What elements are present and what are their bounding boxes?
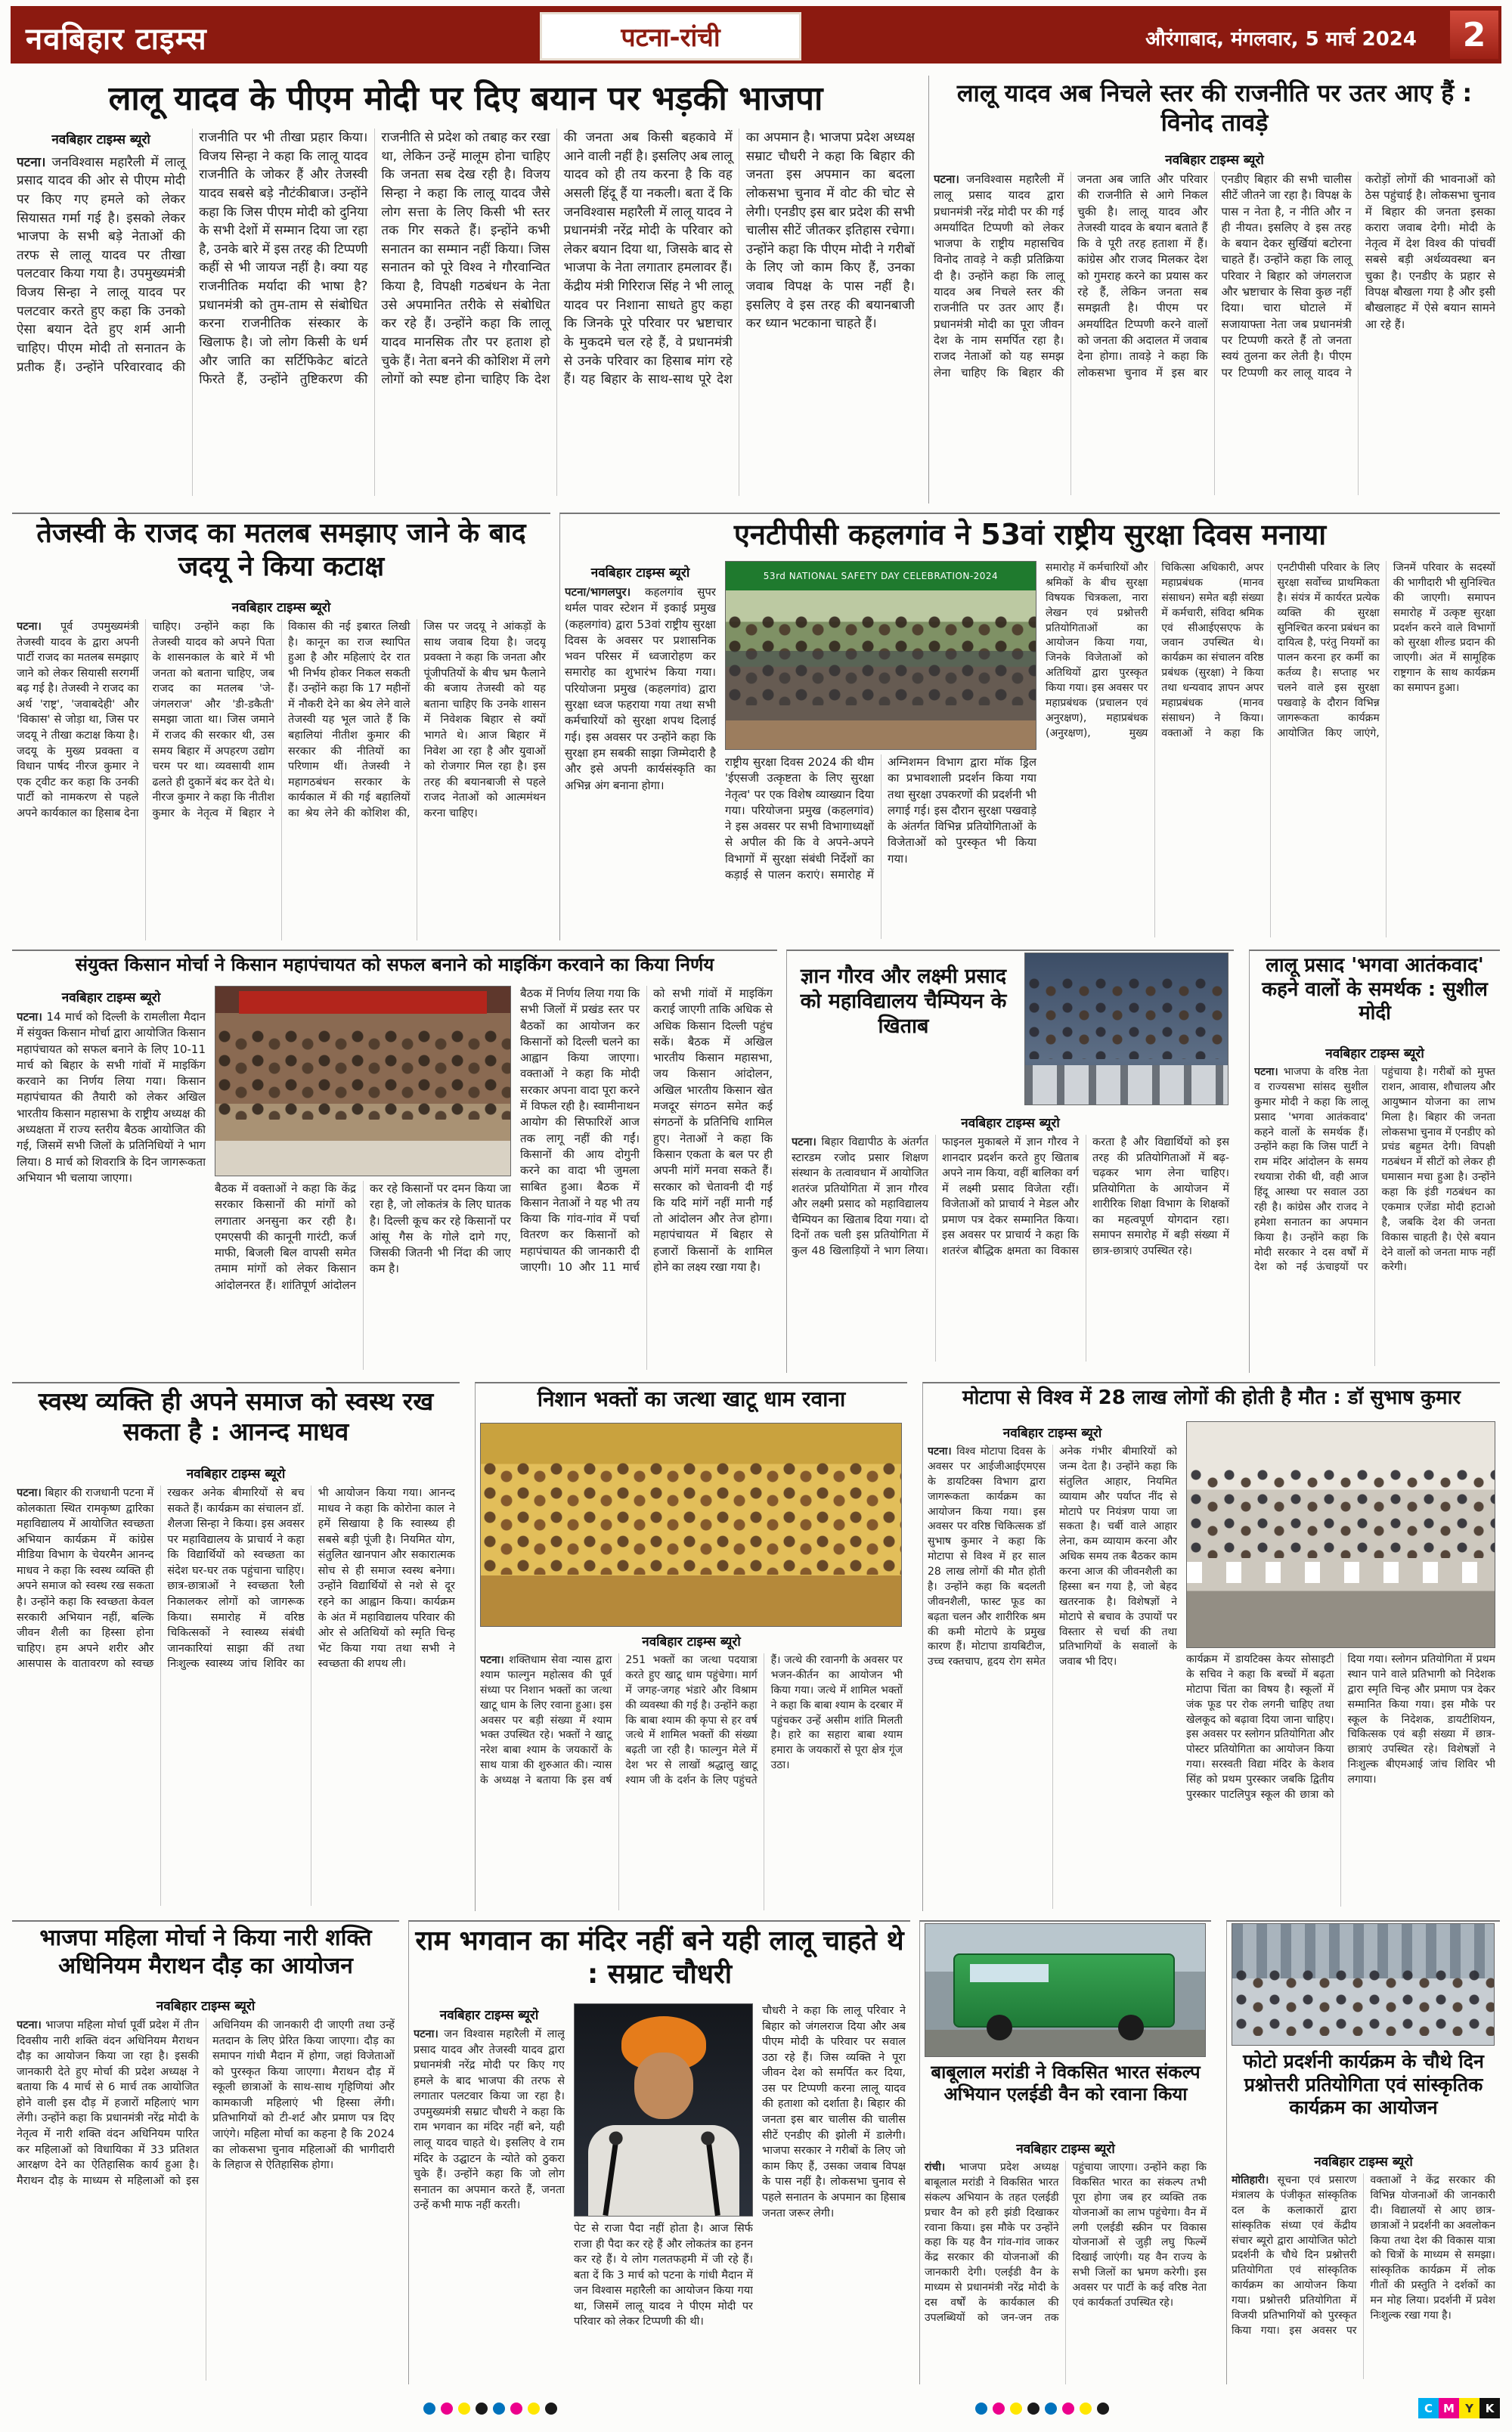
body-text: बिहार विद्यापीठ के अंतर्गत स्टारडम रजोद प्रसार शिक्षण संस्थान के तत्वावधान में आयोजित शतरंज प्रतियोगिता में ज्ञान गौरव और लक्ष्मी प्रसाद को महाविद्यालय चैम्पियन का खिताब दिया गया। दो दिनों तक चली इस प्रतियोगिता में कुल 48 खिलाड़ियों ने भाग लिया। फाइनल मुकाबले में ज्ञान गौरव ने शानदार प्रदर्शन करते हुए खिताब अपने नाम किया, वहीं बालिका वर्ग में लक्ष्मी प्रसाद विजेता रहीं। विजेताओं को प्राचार्य ने मेडल और प्रमाण पत्र देकर सम्मानित किया। इस अवसर पर प्राचार्य ने कहा कि शतरंज बौद्धिक क्षमता का विकास करता है और विद्यार्थियों को इस तरह की प्रतियोगिताओं में बढ़-चढ़कर भाग लेना चाहिए। प्रतियोगिता के आयोजन में शारीरिक शिक्षा विभाग के शिक्षकों का महत्वपूर्ण योगदान रहा। समापन समारोह में बड़ी संख्या में छात्र-छात्राएं उपस्थित रहे। xyxy=(792,1136,1229,1258)
headline-kisan: संयुक्त किसान मोर्चा ने किसान महापंचायत को सफल बनाने को माइकिंग करवाने का किया निर्णय xyxy=(75,954,714,975)
color-dot xyxy=(993,2403,1005,2415)
headline-jdu: तेजस्वी के राजद का मतलब समझाए जाने के बाद जदयू ने किया कटाक्ष xyxy=(36,518,526,582)
color-dot xyxy=(545,2403,557,2415)
color-dot xyxy=(423,2403,435,2415)
chess-competition-photo xyxy=(1024,953,1228,1105)
body-text: भाजपा के वरिष्ठ नेता व राज्यसभा सांसद सुशील कुमार मोदी ने कहा कि लालू प्रसाद 'भगवा आतंकवाद' कहने वालों के समर्थक हैं। उन्होंने कहा कि जिस पार्टी ने राम मंदिर आंदोलन के समय रथयात्रा रोकी थी, वही आज हिंदू आस्था पर सवाल उठा रही है। कांग्रेस और राजद ने हमेशा सनातन का अपमान किया है। उन्होंने कहा कि मोदी सरकार ने दस वर्षों में देश को नई ऊंचाइयों पर पहुंचाया है। गरीबों को मुफ्त राशन, आवास, शौचालय और आयुष्मान योजना का लाभ मिला है। बिहार की जनता लोकसभा चुनाव में एनडीए को प्रचंड बहुमत देगी। विपक्षी गठबंधन में सीटों को लेकर ही घमासान मचा हुआ है। उन्होंने कहा कि इंडी गठबंधन का एकमात्र एजेंडा मोदी हटाओ है, जबकि देश की जनता विकास चाहती है। ऐसे बयान देने वालों को जनता माफ नहीं करेगी। xyxy=(1254,1066,1495,1274)
safety-day-group-photo xyxy=(725,561,1036,750)
samrat-choudhary-photo xyxy=(574,2003,753,2217)
byline: नवबिहार टाइम्स ब्यूरो xyxy=(61,990,161,1005)
byline: नवबिहार टाइम्स ब्यूरो xyxy=(1314,2155,1413,2170)
byline: नवबिहार टाइम्स ब्यूरो xyxy=(961,1116,1060,1131)
byline: नवबिहार टाइम्स ब्यूरो xyxy=(1016,2142,1115,2157)
dateline: पटना। xyxy=(17,1010,42,1024)
kisan-meeting-photo xyxy=(215,986,511,1176)
headline-motapa: मोटापा से विश्व में 28 लाख लोगों की होती है मौत : डॉ सुभाष कुमार xyxy=(962,1386,1461,1409)
byline: नवबिहार टाइम्स ब्यूरो xyxy=(186,1467,286,1482)
dateline: पटना। xyxy=(928,1445,952,1458)
print-marks-footer xyxy=(0,2392,1512,2427)
color-dot xyxy=(493,2403,505,2415)
article-anand-madhav xyxy=(12,1382,460,1911)
masthead xyxy=(11,6,1501,64)
headline-samrat: राम भगवान का मंदिर नहीं बने यही लालू चाहते थे : सम्राट चौधरी xyxy=(415,1925,904,1990)
article-motapa xyxy=(922,1382,1500,1911)
dateline: पटना। xyxy=(792,1136,816,1148)
article-bjp-reaction xyxy=(12,76,919,503)
paper-name: नवबिहार टाइम्स xyxy=(26,22,207,57)
nishan-devotees-photo xyxy=(480,1423,902,1627)
dateline: पटना। xyxy=(414,2028,438,2040)
yellow-mark: Y xyxy=(1459,2398,1479,2418)
body-text: चौधरी ने कहा कि लालू परिवार ने बिहार को जंगलराज दिया और अब पीएम मोदी के परिवार पर सवाल उठा रहे हैं। जिस व्यक्ति ने पूरा जीवन देश को समर्पित कर दिया, उस पर टिप्पणी करना लालू यादव की हताशा को दर्शाता है। बिहार की जनता इस बार चालीस की चालीस सीटें एनडीए की झोली में डालेगी। भाजपा सरकार ने गरीबों के लिए जो काम किए हैं, उसका जवाब विपक्ष के पास नहीं है। लोकसभा चुनाव से पहले सनातन के अपमान का हिसाब जनता जरूर लेगी। xyxy=(762,2005,906,2220)
byline: नवबिहार टाइम्स ब्यूरो xyxy=(1002,1426,1102,1441)
color-dot xyxy=(1010,2403,1022,2415)
body-text: राष्ट्रीय सुरक्षा दिवस 2024 की थीम 'ईएसजी उत्कृष्टता के लिए सुरक्षा नेतृत्व' पर एक विशेष व्याख्यान दिया गया। परियोजना प्रमुख (कहलगांव) ने इस अवसर पर सभी विभागाध्यक्षों से अपील की कि वे अपने-अपने विभागों में सुरक्षा संबंधी निर्देशों का कड़ाई से पालन कराएं। समारोह में अग्निशमन विभाग द्वारा मॉक ड्रिल का प्रभावशाली प्रदर्शन किया गया तथा सुरक्षा उपकरणों की प्रदर्शनी भी लगाई गई। इस दौरान सुरक्षा पखवाड़े के अंतर्गत विभिन्न प्रतियोगिताओं के विजेताओं को पुरस्कृत भी किया गया। xyxy=(725,755,1036,882)
magenta-mark: M xyxy=(1439,2398,1459,2418)
dateline: रांची। xyxy=(925,2161,946,2173)
byline: नवबिहार टाइम्स ब्यूरो xyxy=(1325,1046,1424,1061)
byline: नवबिहार टाइम्स ब्यूरो xyxy=(156,1999,256,2014)
dateline: पटना। xyxy=(17,154,46,170)
article-kisan-morcha xyxy=(12,950,777,1373)
body-text: पेट से राजा पैदा नहीं होता है। आज सिर्फ राजा ही पैदा कर रहे हैं और लोकतंत्र का हनन कर रहे हैं। ये लोग गलतफहमी में जी रहे हैं। बता दें कि 3 मार्च को पटना के गांधी मैदान में जन विश्वास महारैली का आयोजन किया गया था, जिसमें लालू यादव ने पीएम मोदी पर परिवार को लेकर टिप्पणी की थी। xyxy=(574,2223,753,2328)
registration-dots-center xyxy=(975,2403,1109,2415)
body-text: जनविश्वास महारैली में लालू प्रसाद यादव द्वारा प्रधानमंत्री नरेंद्र मोदी पर की गई अमर्यादित टिप्पणी को लेकर भाजपा के राष्ट्रीय महासचिव विनोद तावड़े ने कड़ी प्रतिक्रिया दी है। उन्होंने कहा कि लालू यादव अब निचले स्तर की राजनीति पर उतर आए हैं। प्रधानमंत्री मोदी का पूरा जीवन देश के नाम समर्पित रहा है। राजद नेताओं को यह समझ लेना चाहिए कि बिहार की जनता अब जाति और परिवार की राजनीति से आगे निकल चुकी है। लालू यादव और तेजस्वी यादव के बयान बताते हैं कि वे पूरी तरह हताशा में हैं। कांग्रेस और राजद मिलकर देश को गुमराह करने का प्रयास कर रहे हैं, लेकिन जनता सब समझती है। पीएम पर अमर्यादित टिप्पणी करने वालों को जनता की अदालत में जवाब देना होगा। तावड़े ने कहा कि लोकसभा चुनाव में इस बार एनडीए बिहार की सभी चालीस सीटें जीतने जा रहा है। विपक्ष के पास न नेता है, न नीति और न ही नीयत। इसलिए वे इस तरह के बयान देकर सुर्खियां बटोरना चाहते हैं। उन्होंने कहा कि लालू परिवार ने बिहार को जंगलराज और भ्रष्टाचार के सिवा कुछ नहीं दिया। चारा घोटाले में सजायाफ्ता नेता जब प्रधानमंत्री पर टिप्पणी करते हैं तो जनता स्वयं तुलना कर लेती है। पीएम पर टिप्पणी कर लालू यादव ने करोड़ों लोगों की भावनाओं को ठेस पहुंचाई है। लोकसभा चुनाव में बिहार की जनता इसका करारा जवाब देगी। मोदी के नेतृत्व में देश विश्व की पांचवीं सबसे बड़ी अर्थव्यवस्था बन चुका है। एनडीए के प्रहार से विपक्ष बौखला गया है और इसी बौखलाहट में ऐसे बयान सामने आ रहे हैं। xyxy=(934,172,1495,380)
color-dot xyxy=(441,2403,453,2415)
dateline: मोतिहारी। xyxy=(1232,2174,1269,2186)
headline-marandi-van: बाबूलाल मरांडी ने विकसित भारत संकल्प अभियान एलईडी वैन को रवाना किया xyxy=(931,2062,1201,2105)
article-marandi-van xyxy=(919,1920,1211,2384)
color-dot xyxy=(1080,2403,1092,2415)
article-photo-exhibition xyxy=(1226,1920,1500,2384)
edition-label: पटना-रांची xyxy=(540,12,801,60)
dateline: पटना। xyxy=(17,1487,42,1499)
byline: नवबिहार टाइम्स ब्यूरो xyxy=(642,1634,741,1650)
body-text: जन विश्वास महारैली में लालू प्रसाद यादव और तेजस्वी यादव द्वारा प्रधानमंत्री नरेंद्र मोदी पर किए गए हमले के बाद भाजपा की तरफ से लगातार पलटवार किया जा रहा है। उपमुख्यमंत्री सम्राट चौधरी ने कहा कि राम भगवान का मंदिर नहीं बने, यही लालू यादव चाहते थे। इसलिए वे राम मंदिर के उद्घाटन के न्योते को ठुकरा चुके हैं। उन्होंने कहा कि जो लोग सनातन का अपमान करते हैं, जनता उन्हें कभी माफ नहीं करती। xyxy=(414,2028,565,2212)
byline: नवबिहार टाइम्स ब्यूरो xyxy=(439,2008,539,2023)
led-van-photo xyxy=(925,1923,1206,2057)
color-dot xyxy=(476,2403,488,2415)
headline-chess: ज्ञान गौरव और लक्ष्मी प्रसाद को महाविद्यालय चैम्पियन के खिताब xyxy=(800,965,1007,1038)
byline: नवबिहार टाइम्स ब्यूरो xyxy=(1165,153,1264,168)
color-dot xyxy=(1027,2403,1040,2415)
headline-anand-madhav: स्वस्थ व्यक्ति ही अपने समाज को स्वस्थ रख सकता है : आनन्द माधव xyxy=(38,1386,434,1447)
safety-day-banner: 53rd NATIONAL SAFETY DAY CELEBRATION-2024 xyxy=(726,562,1036,590)
article-jdu-kataksh xyxy=(12,513,550,940)
cmyk-print-marks xyxy=(1418,2398,1500,2418)
body-text: शक्तिधाम सेवा न्यास द्वारा श्याम फाल्गुन महोत्सव की पूर्व संध्या पर निशान भक्तों का जत्था खाटू धाम के लिए रवाना हुआ। इस अवसर पर बड़ी संख्या में श्याम भक्त उपस्थित रहे। भक्तों ने खाटू नरेश बाबा श्याम के जयकारों के साथ यात्रा की शुरुआत की। न्यास के अध्यक्ष ने बताया कि इस वर्ष 251 भक्तों का जत्था पदयात्रा करते हुए खाटू धाम पहुंचेगा। मार्ग में जगह-जगह भंडारे और विश्राम की व्यवस्था की गई है। उन्होंने कहा कि बाबा श्याम की कृपा से हर वर्ष जत्थे में शामिल भक्तों की संख्या बढ़ती जा रही है। फाल्गुन मेले में देश भर से लाखों श्रद्धालु खाटू श्याम जी के दर्शन के लिए पहुंचते हैं। जत्थे की रवानगी के अवसर पर भजन-कीर्तन का आयोजन भी किया गया। जत्थे में शामिल भक्तों ने कहा कि बाबा श्याम के दरबार में पहुंचकर उन्हें असीम शांति मिलती है। हारे का सहारा बाबा श्याम हमारा के जयकारों से पूरा क्षेत्र गूंज उठा। xyxy=(480,1654,903,1786)
headline-mahila-morcha: भाजपा महिला मोर्चा ने किया नारी शक्ति अधिनियम मैराथन दौड़ का आयोजन xyxy=(39,1925,372,1979)
body-text: पूर्व उपमुख्यमंत्री तेजस्वी यादव के द्वारा अपनी पार्टी राजद का मतलब समझाए जाने को लेकर सियासी सरगर्मी बढ़ गई है। तेजस्वी ने राजद का अर्थ 'राष्ट्र', 'जवाबदेही' और 'विकास' से जोड़ा था, जिस पर जदयू ने तीखा कटाक्ष किया है। जदयू के मुख्य प्रवक्ता व विधान पार्षद नीरज कुमार ने एक ट्वीट कर कहा कि उनकी पार्टी को नामकरण से पहले अपने कार्यकाल का हिसाब देना चाहिए। उन्होंने कहा कि तेजस्वी यादव को अपने पिता के शासनकाल के बारे में भी जनता को बताना चाहिए, जब राजद का मतलब 'जे-जंगलराज' और 'डी-डकैती' समझा जाता था। जिस जमाने में राजद की सरकार थी, उस समय बिहार में अपहरण उद्योग चरम पर था। व्यवसायी शाम ढलते ही दुकानें बंद कर देते थे। नीरज कुमार ने कहा कि नीतीश कुमार के नेतृत्व में बिहार ने विकास की नई इबारत लिखी है। कानून का राज स्थापित हुआ है और महिलाएं देर रात भी निर्भय होकर निकल सकती हैं। उन्होंने कहा कि 17 महीनों में नौकरी देने का श्रेय लेने वाले तेजस्वी यह भूल जाते हैं कि बहालियां नीतीश कुमार की सरकार की नीतियों का परिणाम थीं। तेजस्वी ने महागठबंधन सरकार के कार्यकाल में की गई बहालियों का श्रेय लेने की कोशिश की, जिस पर जदयू ने आंकड़ों के साथ जवाब दिया है। जदयू प्रवक्ता ने कहा कि जनता और पूंजीपतियों के बीच भ्रम फैलाने की बजाय तेजस्वी को यह बताना चाहिए कि उनके शासन में निवेशक बिहार से क्यों भागते थे। आज बिहार में निवेश आ रहा है और युवाओं को रोजगार मिल रहा है। इस तरह की बयानबाजी से पहले राजद नेताओं को आत्ममंथन करना चाहिए। xyxy=(17,621,546,819)
dateline: पटना। xyxy=(17,621,42,633)
headline-bjp-reaction: लालू यादव के पीएम मोदी पर दिए बयान पर भड़की भाजपा xyxy=(108,79,823,118)
body-text: बैठक में वक्ताओं ने कहा कि केंद्र सरकार किसानों की मांगों को लगातार अनसुना कर रही है। एमएसपी की कानूनी गारंटी, कर्ज माफी, बिजली बिल वापसी समेत तमाम मांगों को लेकर किसान आंदोलनरत हैं। शांतिपूर्ण आंदोलन कर रहे किसानों पर दमन किया जा रहा है, जो लोकतंत्र के लिए घातक है। दिल्ली कूच कर रहे किसानों पर आंसू गैस के गोले दागे गए, जिसकी जितनी भी निंदा की जाए कम है। xyxy=(215,1182,511,1292)
body-text: भाजपा प्रदेश अध्यक्ष बाबूलाल मरांडी ने विकसित भारत संकल्प अभियान के तहत एलईडी प्रचार वैन को हरी झंडी दिखाकर रवाना किया। इस मौके पर उन्होंने कहा कि यह वैन गांव-गांव जाकर केंद्र सरकार की योजनाओं की जानकारी देगी। एलईडी वैन के माध्यम से प्रधानमंत्री नरेंद्र मोदी के दस वर्षों के कार्यकाल की उपलब्धियों को जन-जन तक पहुंचाया जाएगा। उन्होंने कहा कि विकसित भारत का संकल्प तभी पूरा होगा जब हर व्यक्ति तक योजनाओं का लाभ पहुंचेगा। वैन में लगी एलईडी स्क्रीन पर विकास योजनाओं से जुड़ी लघु फिल्में दिखाई जाएंगी। यह वैन राज्य के सभी जिलों का भ्रमण करेगी। इस अवसर पर पार्टी के कई वरिष्ठ नेता एवं कार्यकर्ता उपस्थित रहे। xyxy=(925,2161,1207,2324)
dateline: पटना/भागलपुर। xyxy=(565,585,631,599)
body-text: कहलगांव सुपर थर्मल पावर स्टेशन में इकाई प्रमुख (कहलगांव) द्वारा 53वां राष्ट्रीय सुरक्षा दिवस के अवसर पर प्रशासनिक भवन परिसर में ध्वजारोहण कर समारोह का शुभारंभ किया गया। परियोजना प्रमुख (कहलगांव) द्वारा सुरक्षा ध्वज फहराया गया तथा सभी कर्मचारियों को सुरक्षा शपथ दिलाई गई। इस अवसर पर उन्होंने कहा कि सुरक्षा हम सबकी साझा जिम्मेदारी है और इसे अपनी कार्यसंस्कृति का अभिन्न अंग बनाना होगा। xyxy=(565,585,716,792)
color-dot xyxy=(510,2403,522,2415)
headline-sushil-modi: लालू प्रसाद 'भगवा आतंकवाद' कहने वालों के समर्थक : सुशील मोदी xyxy=(1262,954,1488,1025)
headline-ntpc: एनटीपीसी कहलगांव ने 53वां राष्ट्रीय सुरक्षा दिवस मनाया xyxy=(733,518,1327,551)
body-text: 14 मार्च को दिल्ली के रामलीला मैदान में संयुक्त किसान मोर्चा द्वारा आयोजित किसान महापंचायत को सफल बनाने के लिए 10-11 मार्च को बिहार के सभी गांवों में माइकिंग करवाने का निर्णय लिया गया। किसान महापंचायत की तैयारी को लेकर अखिल भारतीय किसान महासभा के राष्ट्रीय अध्यक्ष की अध्यक्षता में राज्य स्तरीय बैठक आयोजित की गई, जिसमें सभी जिलों के प्रतिनिधियों ने भाग लिया। 8 मार्च को शिवरात्रि के दिन जागरूकता अभियान भी चलाया जाएगा। xyxy=(17,1010,206,1185)
article-nishan-bhakt xyxy=(475,1382,907,1911)
color-dot xyxy=(975,2403,987,2415)
body-text: समारोह में कर्मचारियों और श्रमिकों के बीच सुरक्षा विषयक चित्रकला, नारा लेखन एवं प्रश्नोत्तरी प्रतियोगिताओं का आयोजन किया गया, जिनके विजेताओं को अतिथियों द्वारा पुरस्कृत किया गया। इस अवसर पर महाप्रबंधक (प्रचालन एवं अनुरक्षण), महाप्रबंधक (अनुरक्षण), मुख्य चिकित्सा अधिकारी, अपर महाप्रबंधक (मानव संसाधन) समेत बड़ी संख्या में कर्मचारी, संविदा श्रमिक एवं सीआईएसएफ के जवान उपस्थित थे। कार्यक्रम का संचालन वरिष्ठ प्रबंधक (सुरक्षा) ने किया तथा धन्यवाद ज्ञापन अपर महाप्रबंधक (मानव संसाधन) ने किया। वक्ताओं ने कहा कि एनटीपीसी परिवार के लिए सुरक्षा सर्वोच्च प्राथमिकता है। संयंत्र में कार्यरत प्रत्येक व्यक्ति की सुरक्षा सुनिश्चित करना प्रबंधन का दायित्व है, परंतु नियमों का पालन करना हर कर्मी का कर्तव्य है। सप्ताह भर चलने वाले इस सुरक्षा पखवाड़े के दौरान विभिन्न जागरूकता कार्यक्रम आयोजित किए जाएंगे, जिनमें परिवार के सदस्यों की भागीदारी भी सुनिश्चित की जाएगी। समापन समारोह में उत्कृष्ट सुरक्षा प्रदर्शन करने वाले विभागों को सुरक्षा शील्ड प्रदान की जाएगी। अंत में सामूहिक राष्ट्रगान के साथ कार्यक्रम का समापन हुआ। xyxy=(1046,562,1495,739)
registration-dots-left xyxy=(423,2403,557,2415)
color-dot xyxy=(1062,2403,1074,2415)
article-samrat-choudhary xyxy=(408,1920,910,2384)
color-dot xyxy=(1045,2403,1057,2415)
dateline: पटना। xyxy=(934,172,959,186)
article-sushil-modi xyxy=(1249,950,1500,1373)
obesity-awareness-photo xyxy=(1186,1421,1495,1648)
byline: नवबिहार टाइम्स ब्यूरो xyxy=(231,600,331,615)
cyan-mark: C xyxy=(1418,2398,1439,2418)
headline-nishan: निशान भक्तों का जत्था खाटू धाम रवाना xyxy=(537,1386,846,1411)
body-text: भाजपा महिला मोर्चा पूर्वी प्रदेश में तीन दिवसीय नारी शक्ति वंदन अधिनियम मैराथन दौड़ का आयोजन किया जा रहा है। इसकी जानकारी देते हुए मोर्चा की प्रदेश अध्यक्ष ने बताया कि 4 मार्च से 6 मार्च तक आयोजित होने वाली इस दौड़ में हजारों महिलाएं भाग लेंगी। उन्होंने कहा कि प्रधानमंत्री नरेंद्र मोदी के नेतृत्व में नारी शक्ति वंदन अधिनियम पारित कर महिलाओं को विधायिका में 33 प्रतिशत आरक्षण देने का ऐतिहासिक कार्य हुआ है। मैराथन दौड़ के माध्यम से महिलाओं को इस अधिनियम की जानकारी दी जाएगी तथा उन्हें मतदान के लिए प्रेरित किया जाएगा। दौड़ का समापन गांधी मैदान में होगा, जहां विजेताओं को पुरस्कृत किया जाएगा। मैराथन दौड़ में स्कूली छात्राओं के साथ-साथ गृहिणियां और कामकाजी महिलाएं भी हिस्सा लेंगी। प्रतिभागियों को टी-शर्ट और प्रमाण पत्र दिए जाएंगे। महिला मोर्चा का कहना है कि 2024 का लोकसभा चुनाव महिलाओं की भागीदारी के लिहाज से ऐतिहासिक होगा। xyxy=(17,2019,395,2187)
article-chess-championship xyxy=(786,950,1234,1373)
dateline: पटना। xyxy=(17,2019,42,2031)
body-text: सूचना एवं प्रसारण मंत्रालय के पंजीकृत सांस्कृतिक दल के कलाकारों द्वारा सांस्कृतिक संध्या एवं केंद्रीय संचार ब्यूरो द्वारा आयोजित फोटो प्रदर्शनी के चौथे दिन प्रश्नोत्तरी प्रतियोगिता एवं सांस्कृतिक कार्यक्रम का आयोजन किया गया। प्रश्नोत्तरी प्रतियोगिता में विजयी प्रतिभागियों को पुरस्कृत किया गया। इस अवसर पर वक्ताओं ने केंद्र सरकार की विभिन्न योजनाओं की जानकारी दी। विद्यालयों से आए छात्र-छात्राओं ने प्रदर्शनी का अवलोकन किया तथा देश की विकास यात्रा को चित्रों के माध्यम से समझा। सांस्कृतिक कार्यक्रम में लोक गीतों की प्रस्तुति ने दर्शकों का मन मोह लिया। प्रदर्शनी में प्रवेश निःशुल्क रखा गया है। xyxy=(1232,2174,1495,2337)
headline-tawde: लालू यादव अब निचले स्तर की राजनीति पर उतर आए हैं : विनोद तावड़े xyxy=(956,79,1473,138)
article-mahila-morcha xyxy=(12,1920,399,2384)
exhibition-group-photo xyxy=(1232,1923,1495,2046)
color-dot xyxy=(1097,2403,1109,2415)
byline: नवबिहार टाइम्स ब्यूरो xyxy=(51,132,150,147)
masthead-dateline: औरंगाबाद, मंगलवार, 5 मार्च 2024 xyxy=(1145,28,1417,51)
body-text: विश्व मोटापा दिवस के अवसर पर आईजीआईएमएस के डायटिक्स विभाग द्वारा जागरूकता कार्यक्रम का आयोजन किया गया। इस अवसर पर वरिष्ठ चिकित्सक डॉ सुभाष कुमार ने कहा कि मोटापा से विश्व में हर साल 28 लाख लोगों की मौत होती है। उन्होंने कहा कि बदलती जीवनशैली, फास्ट फूड का बढ़ता चलन और शारीरिक श्रम की कमी मोटापे के प्रमुख कारण हैं। मोटापा डायबिटीज, उच्च रक्तचाप, हृदय रोग समेत अनेक गंभीर बीमारियों को जन्म देता है। उन्होंने कहा कि संतुलित आहार, नियमित व्यायाम और पर्याप्त नींद से मोटापे पर नियंत्रण पाया जा सकता है। चर्बी वाले आहार लेना, कम व्यायाम करना और अधिक समय तक बैठकर काम करना आज की जीवनशैली का हिस्सा बन गया है, जो बेहद खतरनाक है। विशेषज्ञों ने मोटापे से बचाव के उपायों पर विस्तार से चर्चा की तथा प्रतिभागियों के सवालों के जवाब भी दिए। xyxy=(928,1445,1177,1668)
headline-exhibition: फोटो प्रदर्शनी कार्यक्रम के चौथे दिन प्रश्नोत्तरी प्रतियोगिता एवं सांस्कृतिक कार्यक्रम का आयोजन xyxy=(1243,2050,1484,2118)
byline: नवबिहार टाइम्स ब्यूरो xyxy=(590,565,690,581)
body-text: कार्यक्रम में डायटिक्स केयर सोसाइटी के सचिव ने कहा कि बच्चों में बढ़ता मोटापा चिंता का विषय है। स्कूलों में जंक फूड पर रोक लगनी चाहिए तथा खेलकूद को बढ़ावा दिया जाना चाहिए। इस अवसर पर स्लोगन प्रतियोगिता और पोस्टर प्रतियोगिता का आयोजन किया गया। सरस्वती विद्या मंदिर के केशव सिंह को प्रथम पुरस्कार जबकि द्वितीय पुरस्कार पाटलिपुत्र स्कूल की छात्रा को दिया गया। स्लोगन प्रतियोगिता में प्रथम स्थान पाने वाले प्रतिभागी को निदेशक द्वारा स्मृति चिन्ह और प्रमाण पत्र देकर सम्मानित किया गया। इस मौके पर स्कूल के निदेशक, डायटीशियन, चिकित्सक एवं बड़ी संख्या में छात्र-छात्राएं उपस्थित रहे। विशेषज्ञों ने निःशुल्क बीएमआई जांच शिविर भी लगाया। xyxy=(1186,1653,1495,1801)
body-text: बिहार की राजधानी पटना में कोलकाता स्थित रामकृष्ण द्वारिका महाविद्यालय में आयोजित स्वच्छता अभियान कार्यक्रम में कांग्रेस मीडिया विभाग के चेयरमैन आनन्द माधव ने कहा कि स्वस्थ व्यक्ति ही अपने समाज को स्वस्थ रख सकता है। उन्होंने कहा कि स्वच्छता केवल सरकारी अभियान नहीं, बल्कि जीवन शैली का हिस्सा होना चाहिए। हम अपने शरीर और आसपास के वातावरण को स्वच्छ रखकर अनेक बीमारियों से बच सकते हैं। कार्यक्रम का संचालन डॉ. शैलजा सिन्हा ने किया। इस अवसर पर महाविद्यालय के प्राचार्य ने कहा कि विद्यार्थियों को स्वच्छता का संदेश घर-घर तक पहुंचाना चाहिए। छात्र-छात्राओं ने स्वच्छता रैली निकालकर लोगों को जागरूक किया। समारोह में वरिष्ठ चिकित्सकों ने स्वास्थ्य संबंधी जानकारियां साझा कीं तथा निःशुल्क स्वास्थ्य जांच शिविर का भी आयोजन किया गया। आनन्द माधव ने कहा कि कोरोना काल ने हमें सिखाया है कि स्वास्थ्य ही सबसे बड़ी पूंजी है। नियमित योग, संतुलित खानपान और सकारात्मक सोच से ही समाज स्वस्थ बनेगा। उन्होंने विद्यार्थियों से नशे से दूर रहने का आह्वान किया। कार्यक्रम के अंत में महाविद्यालय परिवार की ओर से अतिथियों को स्मृति चिन्ह भेंट किया गया तथा सभी ने स्वच्छता की शपथ ली। xyxy=(17,1487,455,1671)
body-text: जनविश्वास महारैली में लालू प्रसाद यादव की ओर से पीएम मोदी पर किए गए हमले को लेकर सियासत गर्मा गई है। इसको लेकर भाजपा के सभी बड़े नेताओं की तरफ से लालू यादव पर तीखा पलटवार किया गया है। उपमुख्यमंत्री विजय सिन्हा ने लालू यादव पर पलटवार करते हुए कहा कि उनको ऐसा बयान देते हुए शर्म आनी चाहिए। पीएम मोदी तो सनातन के प्रतीक हैं। उन्होंने परिवारवाद की राजनीति पर भी तीखा प्रहार किया। विजय सिन्हा ने कहा कि लालू यादव राजनीति के जोकर हैं और तेजस्वी यादव सबसे बड़े नौटंकीबाज। उन्होंने कहा कि जिस पीएम मोदी को दुनिया के सभी देशों में सम्मान दिया जा रहा है, उनके बारे में इस तरह की टिप्पणी कहीं से भी जायज नहीं है। क्या यह राजनीतिक मर्यादा की भाषा है? प्रधानमंत्री को तुम-ताम से संबोधित करना राजनीतिक संस्कार के खिलाफ है। जो लोग किसी के धर्म और जाति का सर्टिफिकेट बांटते फिरते हैं, उन्होंने तुष्टिकरण की राजनीति से प्रदेश को तबाह कर रखा था, लेकिन उन्हें मालूम होना चाहिए कि जनता सब देख रही है। विजय सिन्हा ने कहा कि लालू यादव जैसे लोग सत्ता के लिए किसी भी स्तर तक गिर सकते हैं। इन्होंने कभी सनातन का सम्मान नहीं किया। जिस सनातन को पूरे विश्व ने गौरवान्वित किया है, विपक्षी गठबंधन के नेता उसे अपमानित तरीके से संबोधित कर रहे हैं। उन्होंने कहा कि लालू यादव मानसिक तौर पर हताश हो चुके हैं। नेता बनने की कोशिश में लगे लोगों को स्पष्ट होना चाहिए कि देश की जनता अब किसी बहकावे में आने वाली नहीं है। इसलिए अब लालू यादव को ही तय करना है कि वह असली हिंदू हैं या नकली। बता दें कि जनविश्वास महारैली में लालू यादव ने प्रधानमंत्री नरेंद्र मोदी के परिवार को लेकर बयान दिया था, जिसके बाद से भाजपा के नेता लगातार हमलावर हैं। केंद्रीय मंत्री गिरिराज सिंह ने भी लालू यादव पर निशाना साधते हुए कहा कि जिनके पूरे परिवार पर भ्रष्टाचार के मुकदमे चल रहे हैं, वे प्रधानमंत्री से उनके परिवार का हिसाब मांग रहे हैं। यह बिहार के साथ-साथ पूरे देश का अपमान है। भाजपा प्रदेश अध्यक्ष सम्राट चौधरी ने कहा कि बिहार की जनता इस अपमान का बदला लोकसभा चुनाव में वोट की चोट से लेगी। एनडीए इस बार प्रदेश की सभी चालीस सीटें जीतकर इतिहास रचेगा। उन्होंने कहा कि पीएम मोदी ने गरीबों के लिए जो काम किए हैं, उनका जवाब विपक्ष के पास नहीं है। इसलिए वे इस तरह की बयानबाजी कर ध्यान भटकाना चाहते हैं। xyxy=(17,130,915,388)
black-mark: K xyxy=(1479,2398,1500,2418)
dateline: पटना। xyxy=(480,1654,504,1666)
body-text: बैठक में निर्णय लिया गया कि सभी जिलों में प्रखंड स्तर पर बैठकों का आयोजन कर किसानों को दिल्ली चलने का आह्वान किया जाएगा। वक्ताओं ने कहा कि मोदी सरकार अपना वादा पूरा करने में विफल रही है। स्वामीनाथन आयोग की सिफारिशें आज तक लागू नहीं की गईं। किसानों की आय दोगुनी करने का वादा भी जुमला साबित हुआ। बैठक में किसान नेताओं ने यह भी तय किया कि गांव-गांव में पर्चा वितरण कर किसानों को महापंचायत की जानकारी दी जाएगी। 10 और 11 मार्च को सभी गांवों में माइकिंग कराई जाएगी ताकि अधिक से अधिक किसान दिल्ली पहुंच सकें। बैठक में अखिल भारतीय किसान महासभा, जय किसान आंदोलन, अखिल भारतीय किसान खेत मजदूर संगठन समेत कई संगठनों के प्रतिनिधि शामिल हुए। नेताओं ने कहा कि किसान एकता के बल पर ही अपनी मांगें मनवा सकते हैं। सरकार को चेतावनी दी गई कि यदि मांगें नहीं मानी गईं तो आंदोलन और तेज होगा। महापंचायत में बिहार से हजारों किसानों के शामिल होने का लक्ष्य रखा गया है। xyxy=(520,987,773,1275)
color-dot xyxy=(528,2403,540,2415)
article-ntpc-safety-day xyxy=(559,513,1500,940)
page-number: 2 xyxy=(1450,11,1498,59)
dateline: पटना। xyxy=(1254,1066,1278,1078)
article-tawde xyxy=(928,76,1500,503)
color-dot xyxy=(458,2403,470,2415)
